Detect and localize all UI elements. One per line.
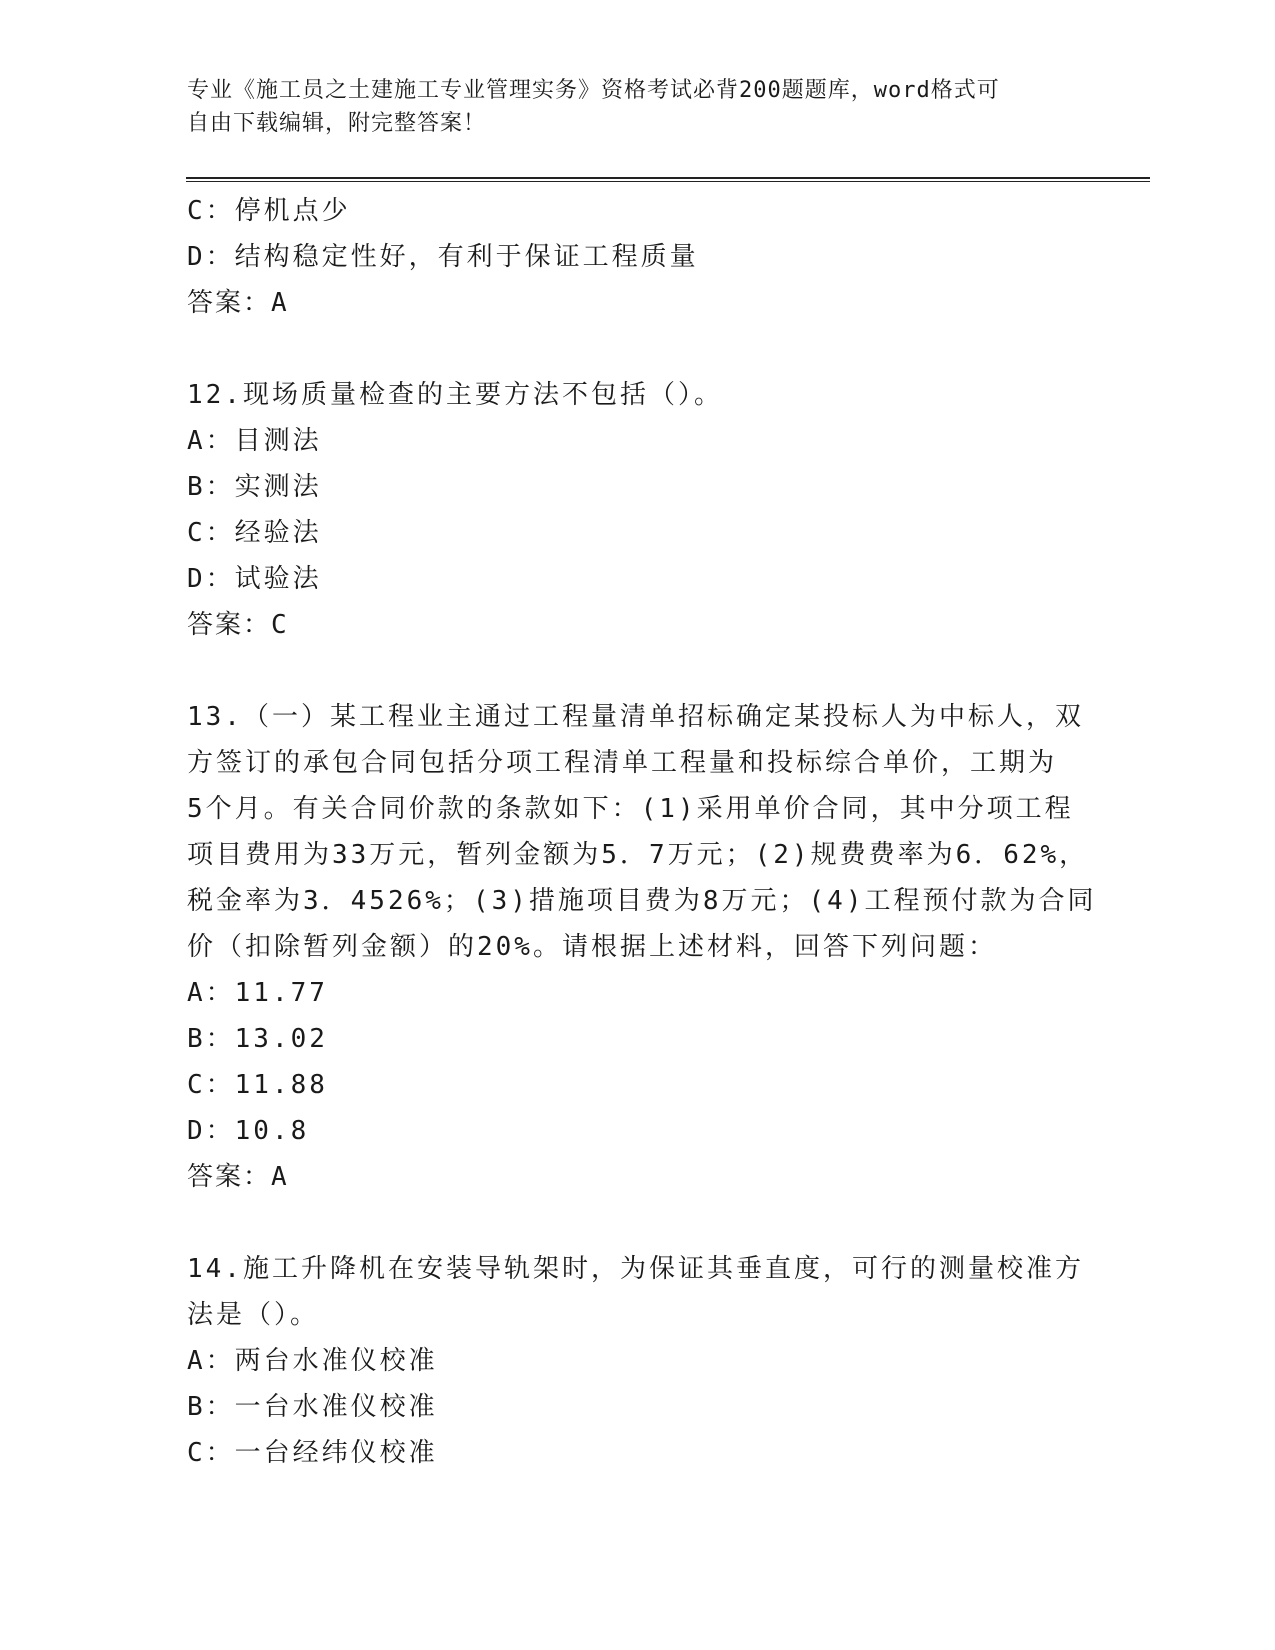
q14-option-c: C：一台经纬仪校准 (187, 1438, 438, 1468)
q13-stem-line: 13.（一）某工程业主通过工程量清单招标确定某投标人为中标人，双 (187, 702, 1084, 732)
q14-stem-line: 法是（）。 (187, 1300, 320, 1330)
q12-option-c: C：经验法 (187, 518, 322, 548)
q13-stem-line: 项目费用为33万元，暂列金额为5．7万元；(2)规费费率为6．62%， (187, 840, 1089, 870)
q13-stem-line: 5个月。有关合同价款的条款如下：(1)采用单价合同，其中分项工程 (187, 794, 1074, 824)
q13-option-c: C：11.88 (187, 1070, 328, 1100)
q14-stem-line: 14.施工升降机在安装导轨架时，为保证其垂直度，可行的测量校准方 (187, 1254, 1084, 1284)
q13-option-d: D：10.8 (187, 1116, 310, 1146)
document-body (187, 188, 1097, 1476)
q12-option-b: B：实测法 (187, 472, 322, 502)
q14-option-b: B：一台水准仪校准 (187, 1392, 438, 1422)
answer-label: 答案： (187, 1162, 272, 1192)
answer-value: C (271, 610, 287, 640)
q13-stem-line: 方签订的承包合同包括分项工程清单工程量和投标综合单价，工期为 (187, 748, 1058, 778)
page-header (187, 74, 1067, 140)
q11-answer (187, 280, 1087, 326)
q13-stem (187, 694, 1097, 970)
q11-option-d: D：结构稳定性好，有利于保证工程质量 (187, 242, 699, 272)
header-line-2: 自由下载编辑，附完整答案！ (187, 111, 487, 136)
answer-label: 答案： (187, 288, 272, 318)
q13-stem-line: 税金率为3．4526%；(3)措施项目费为8万元；(4)工程预付款为合同 (187, 886, 1097, 916)
header-divider-thin (186, 181, 1150, 182)
q14-stem (187, 1246, 1087, 1338)
q13-answer (187, 1154, 1087, 1200)
answer-value: A (271, 1162, 287, 1192)
q13-option-b: B：13.02 (187, 1024, 328, 1054)
q12-option-d: D：试验法 (187, 564, 322, 594)
header-divider-thick (186, 177, 1150, 179)
q14-option-a: A：两台水准仪校准 (187, 1346, 438, 1376)
q13-option-a: A：11.77 (187, 978, 328, 1008)
q11-option-c: C：停机点少 (187, 196, 351, 226)
q12-stem: 12.现场质量检查的主要方法不包括（）。 (187, 380, 723, 410)
q12-option-a: A：目测法 (187, 426, 322, 456)
q13-stem-line: 价（扣除暂列金额）的20%。请根据上述材料，回答下列问题： (187, 932, 997, 962)
answer-value: A (271, 288, 287, 318)
answer-label: 答案： (187, 610, 272, 640)
header-line-1: 专业《施工员之土建施工专业管理实务》资格考试必背200题题库，word格式可 (187, 78, 1000, 103)
q12-answer (187, 602, 1087, 648)
